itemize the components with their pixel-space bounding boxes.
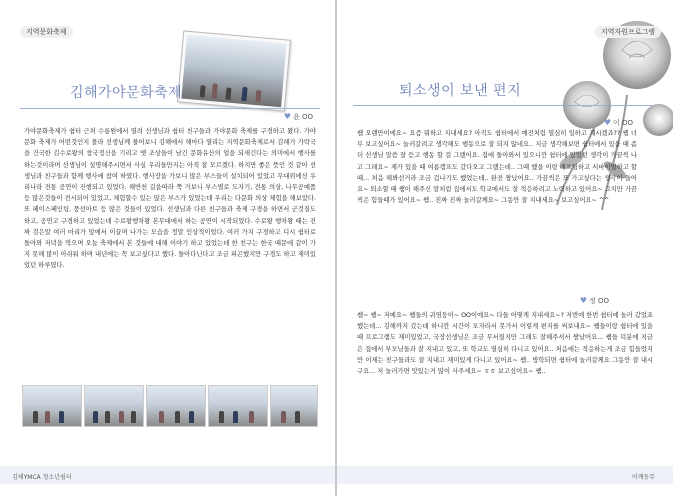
title-rule bbox=[353, 105, 653, 106]
heart-icon: ♥ bbox=[603, 118, 611, 127]
article-body: 가야문화축제가 쉼터 근처 수릉원에서 열려 선생님과 쉼터 친구들과 가야문화 축제를 구경하고 왔다. 가야문화 축제가 어떤것인지 몰라 선생님께 물어보니 김해에서 해마다 열리는 지역문화축제로서 김해가 가락국을 건국한 김수로왕의 창국정신을 기리고 옛 조상들이 남긴 문화유산의 얼을 되새긴다는 의미에서 행사를 하는것이라며 선생님이 설명해주시면서 사실 우리들만지는 아직 잘 모르겠다. 하지만 좋은 뜻인 것 같아 선생님과 친구들과 함께 행사에 참여 하였다. 행사장을 가보니 많은 부스들이 설치되어 있었고 무대위에선 우리나라 전통 공연이 진행되고 있었다. 해반천 길을따라 쭉 가보니 부스별로 도자기, 전통 의상, 나무공예품 등 많은것들이 전시되어 있었고, 체험할수 있는 많은 부스가 있었는데 우리는 다문화 의상 체험을 해보았다. 또 페이스페인팅, 풍선아트 등 많은 것들이 있었다. 선생님과 다른 친구들과 축제 구경을 하면서 군것질도 하고, 공연고 구경하고 있었는데 수로왕행차왕 본무대에서 하는 공연이 시작되었다. 수로왕 행차왕 때는 진짜 검은말 여러 마리가 앞에서 이끌며 나가는 모습을 정말 인상적이었다. 여러 가지 구경하고 디시 쉼터로 돌아와 저녁을 먹으며 오늘 축제에서 본 것들에 대해 이야기 하고 있었는데 한 친구는 한국 때문에 같이 가지 못해 많이 아쉬워 하며 내년에는 꼭 보고싶다고 했다. 돌아다닌다고 조금 피곤했지만 구경도 하고 재미있었던 하루였다. bbox=[24, 128, 316, 270]
section-tag: 지역문화축제 bbox=[20, 26, 73, 38]
page-footer: 김해YMCA 청소년쉼터 bbox=[12, 474, 72, 481]
letter2-byline bbox=[580, 296, 609, 306]
right-page bbox=[337, 0, 673, 496]
heart-icon: ♥ bbox=[283, 112, 291, 121]
letter1-byline bbox=[604, 118, 633, 128]
title-rule bbox=[20, 108, 320, 109]
author-name: 윤 OO bbox=[292, 113, 313, 121]
letter1-author: 이 OO bbox=[612, 119, 633, 127]
section-tag: 지역자원프로그램 bbox=[595, 26, 661, 38]
footer-bar bbox=[337, 466, 673, 484]
page-title: 김해가야문화축제 bbox=[70, 85, 183, 101]
left-page bbox=[0, 0, 335, 496]
letter2-body: 쌤~ 쌤~ 저예요~ 쌤들의 귀염둥이~ OO이에요~ 다들 어떻게 지내세요~? 저번에 한번 쉼터에 놀러 갔었죠 했는데... 김해까지 갔는데 하니깐 시간이 모자라서 못가서 이렇게 편지를 써보내요~ 쌤들이랑 쉼터에 있을 때 프로그램도 재미있었고, 국장선생님은 조금 무서웠지만 그래도 잘해주셔서 짱났어요... 쌤들 덕분에 지금은 집에서 부모님들과 잘 지내고 있고, 또 학교도 열심히 다니고 있어요.. 처음에는 적응하는게 조금 힘들었지만 이제는 친구들과도 잘 지내고 재미있게 다니고 있어요~ 쌤.. 방학되면 쉼터에 놀러갈께요 그동안 잘 내시구요... 저 놀러가면 맛있는거 많이 사주세요~ ㅎㅎ 보고싶어요~ 쌤.. bbox=[357, 312, 653, 376]
heart-icon: ♥ bbox=[579, 296, 587, 305]
festival-photo-2 bbox=[84, 385, 144, 427]
page-title: 퇴소생이 보낸 편지 bbox=[399, 83, 522, 99]
festival-photo-5 bbox=[270, 385, 318, 427]
letter2-author: 정 OO bbox=[588, 297, 609, 305]
festival-photo-4 bbox=[208, 385, 268, 427]
festival-photo-3 bbox=[146, 385, 206, 427]
festival-photo bbox=[177, 30, 291, 111]
author-byline bbox=[284, 112, 313, 122]
page-footer: 어깨동무 bbox=[631, 474, 655, 481]
festival-photo-1 bbox=[22, 385, 82, 427]
letter1-body: 쌤 오랜만이에요~ 요즘 뭐하고 지내세요? 아직도 쉼터에서 예전처럼 열심히 일하고 계시겠죠?? 쌤 너무 보고싶어요~ 놀러갈려고 생각해도 행동으로 잘 되지 않네요.. 지금 생각해보면 쉼터에서 있을 때 좀 더 선생님 말씀 잘 듣고 행동 할 걸 그랬어요. 집에 돌아와서 있으니깐 쉼터에 있었던 생각이 가끔씩 나고 그래요~ 제가 있을 때 여름캠프도 갔다오고 그랬는데.. 그때 했을 이랑 래프팅하고 서바이벌하고 할 때... 처음 해봐선거라 조금 겁나기도 했었는데.. 완전 짱났어요.. 가끔씩은 또 가고싶다는 생각이 들어요~ 퇴소할 때 쌤이 해주신 말처럼 집에서도 학교에서도 잘 적응하려고 노력하고 있어요~ 그치만 가끔씩은 힘들때가 있어요~ 쌤.. 진짜 진짜 놀러갈께요~ 그동안 잘 지내세요~ 보고싶어요~ ^^ bbox=[357, 130, 637, 205]
